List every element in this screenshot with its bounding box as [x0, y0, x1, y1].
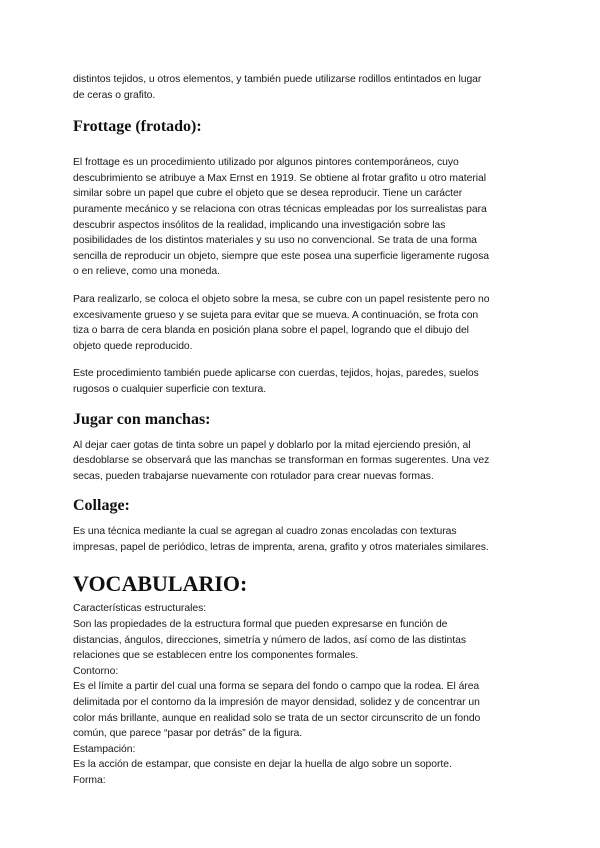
- text-line: El frottage es un procedimiento utilizado por algunos pintores contemporáneos, cuyo: [73, 157, 459, 169]
- manchas-paragraph: [73, 438, 535, 485]
- text-line: común, que parece “pasar por detrás” de la figura.: [73, 728, 303, 740]
- vocabulario-list: [73, 601, 535, 788]
- text-line: Al dejar caer gotas de tinta sobre un papel y doblarlo por la mitad ejerciendo presión, al: [73, 439, 471, 451]
- text-line: descubrir aspectos insólitos de la realidad, implicando una investigación sobre las: [73, 219, 446, 231]
- text-line: Es una técnica mediante la cual se agregan al cuadro zonas encoladas con texturas: [73, 526, 457, 538]
- term-label: Forma:: [73, 775, 106, 786]
- text-line: descubrimiento se atribuye a Max Ernst en 1919. Se obtiene al frotar grafito u otro material: [73, 172, 486, 184]
- text-line: color más brillante, aunque en realidad solo se trata de un sector circunscrito de un fondo: [73, 712, 481, 724]
- text-line: distintos tejidos, u otros elementos, y también puede utilizarse rodillos entintados en lugar: [73, 74, 482, 85]
- collage-paragraph: [73, 524, 535, 555]
- text-line: delimitada por el contorno da la impresión de mayor densidad, solidez y de concentrar un: [73, 697, 480, 709]
- text-line: desdoblarse se observará que las manchas se transforman en formas sugerentes. Una vez: [73, 455, 490, 467]
- text-line: posibilidades de los distintos materiales y su uso no convencional. Se trata de una forma: [73, 235, 477, 247]
- text-line: Es el límite a partir del cual una forma se separa del fondo o campo que la rodea. El área: [73, 681, 480, 693]
- text-line: Este procedimiento también puede aplicarse con cuerdas, tejidos, hojas, paredes, suelos: [73, 368, 479, 380]
- text-line: relaciones que se establecen entre los componentes formales.: [73, 650, 359, 662]
- text-line: sencilla de reproducir un objeto, siempre que este posea una superficie ligeramente rugosa: [73, 250, 489, 262]
- frottage-heading: Frottage (frotado):: [73, 118, 202, 136]
- text-line: excesivamente grueso y se sujeta para evitar que se mueva. A continuación, se frota con: [73, 309, 479, 321]
- collage-heading: Collage:: [73, 497, 130, 515]
- text-line: objeto quede reproducido.: [73, 340, 193, 352]
- text-line: Es la acción de estampar, que consiste en dejar la huella de algo sobre un soporte.: [73, 759, 452, 771]
- frottage-paragraph-3: [73, 366, 535, 397]
- text-line: impresas, papel de periódico, letras de imprenta, arena, grafito y otros materiales similares.: [73, 541, 489, 553]
- text-line: secas, pueden trabajarse nuevamente con rotulador para crear nuevas formas.: [73, 470, 434, 482]
- frottage-paragraph-1: [73, 155, 535, 280]
- text-line: tiza o barra de cera blanda en posición plana sobre el papel, logrando que el dibujo del: [73, 325, 469, 337]
- text-line: puramente mecánico y se relaciona con otras técnicas empleadas por los surrealistas para: [73, 203, 487, 215]
- text-line: de ceras o grafito.: [73, 89, 156, 101]
- manchas-heading: Jugar con manchas:: [73, 410, 211, 428]
- frottage-paragraph-2: [73, 292, 535, 354]
- text-line: Son las propiedades de la estructura formal que pueden expresarse en función de: [73, 619, 448, 631]
- text-line: similar sobre un papel que cubre el objeto que se desea reproducir. Tiene un carácter: [73, 188, 463, 200]
- term-label: Estampación:: [73, 743, 136, 755]
- page-content: [73, 72, 535, 789]
- term-label: Contorno:: [73, 665, 119, 677]
- text-line: rugosos o cualquier superficie con textura.: [73, 383, 267, 395]
- text-line: o en relieve, como una moneda.: [73, 266, 220, 278]
- intro-paragraph: [73, 72, 535, 103]
- vocabulario-heading: VOCABULARIO:: [73, 571, 248, 597]
- text-line: Para realizarlo, se coloca el objeto sobre la mesa, se cubre con un papel resistente pero no: [73, 293, 490, 305]
- text-line: distancias, ángulos, direcciones, simetría y número de lados, así como de las distintas: [73, 634, 467, 646]
- term-label: Características estructurales:: [73, 603, 207, 615]
